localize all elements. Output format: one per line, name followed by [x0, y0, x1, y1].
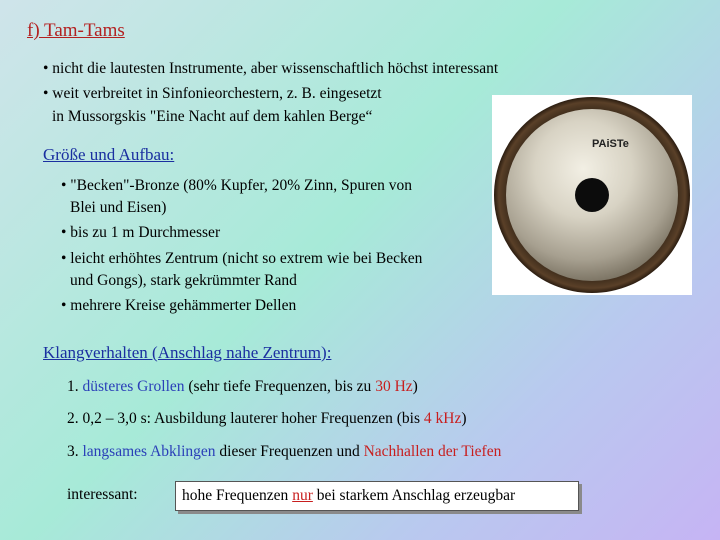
sound-item-3-term: langsames Abklingen	[82, 443, 216, 460]
sound-item-1-value: 30 Hz	[375, 378, 413, 395]
size-line-3: • bis zu 1 m Durchmesser	[61, 224, 221, 241]
gong-image	[492, 95, 692, 295]
sound-item-1-end: )	[412, 378, 418, 395]
size-line-2: Blei und Eisen)	[70, 199, 167, 216]
sound-item-1-number: 1.	[67, 378, 79, 395]
gong-brand-label: PAiSTe	[592, 138, 629, 150]
size-line-6: • mehrere Kreise gehämmerter Dellen	[61, 297, 297, 314]
note-label: interessant:	[67, 486, 138, 503]
sound-item-2	[67, 410, 467, 428]
note-text-end: bei starkem Anschlag erzeugbar	[312, 487, 516, 504]
sound-item-2-value: 4 kHz	[423, 410, 462, 427]
note-emphasis: nur	[292, 487, 313, 504]
intro-line-3: in Mussorgskis "Eine Nacht auf dem kahlen Berge“	[52, 108, 373, 125]
size-line-1: • "Becken"-Bronze (80% Kupfer, 20% Zinn, Spuren von	[61, 177, 413, 194]
sound-item-2-text: 2. 0,2 – 3,0 s: Ausbildung lauterer hoher Frequenzen (bis	[67, 410, 424, 427]
sound-item-1	[67, 378, 418, 396]
sound-heading: Klangverhalten (Anschlag nahe Zentrum):	[43, 343, 332, 362]
sound-item-1-term: düsteres Grollen	[82, 378, 185, 395]
size-heading: Größe und Aufbau:	[43, 145, 175, 164]
sound-item-3	[67, 443, 501, 461]
note-text: hohe Frequenzen	[182, 487, 293, 504]
page-title: f) Tam-Tams	[27, 20, 125, 41]
sound-item-3-term-2: Nachhallen der Tiefen	[363, 443, 502, 460]
size-line-4: • leicht erhöhtes Zentrum (nicht so extrem wie bei Becken	[61, 250, 423, 267]
intro-line-1: • nicht die lautesten Instrumente, aber wissenschaftlich höchst interessant	[43, 60, 499, 77]
sound-item-3-text: dieser Frequenzen und	[215, 443, 364, 460]
sound-item-3-number: 3.	[67, 443, 79, 460]
gong-center	[575, 178, 609, 212]
sound-item-1-text: (sehr tiefe Frequenzen, bis zu	[184, 378, 376, 395]
intro-line-2: • weit verbreitet in Sinfonieorchestern, z. B. eingesetzt	[43, 85, 382, 102]
gong-illustration	[492, 95, 692, 295]
note-box	[175, 481, 579, 511]
sound-item-2-end: )	[461, 410, 467, 427]
size-line-5: und Gongs), stark gekrümmter Rand	[70, 272, 297, 289]
